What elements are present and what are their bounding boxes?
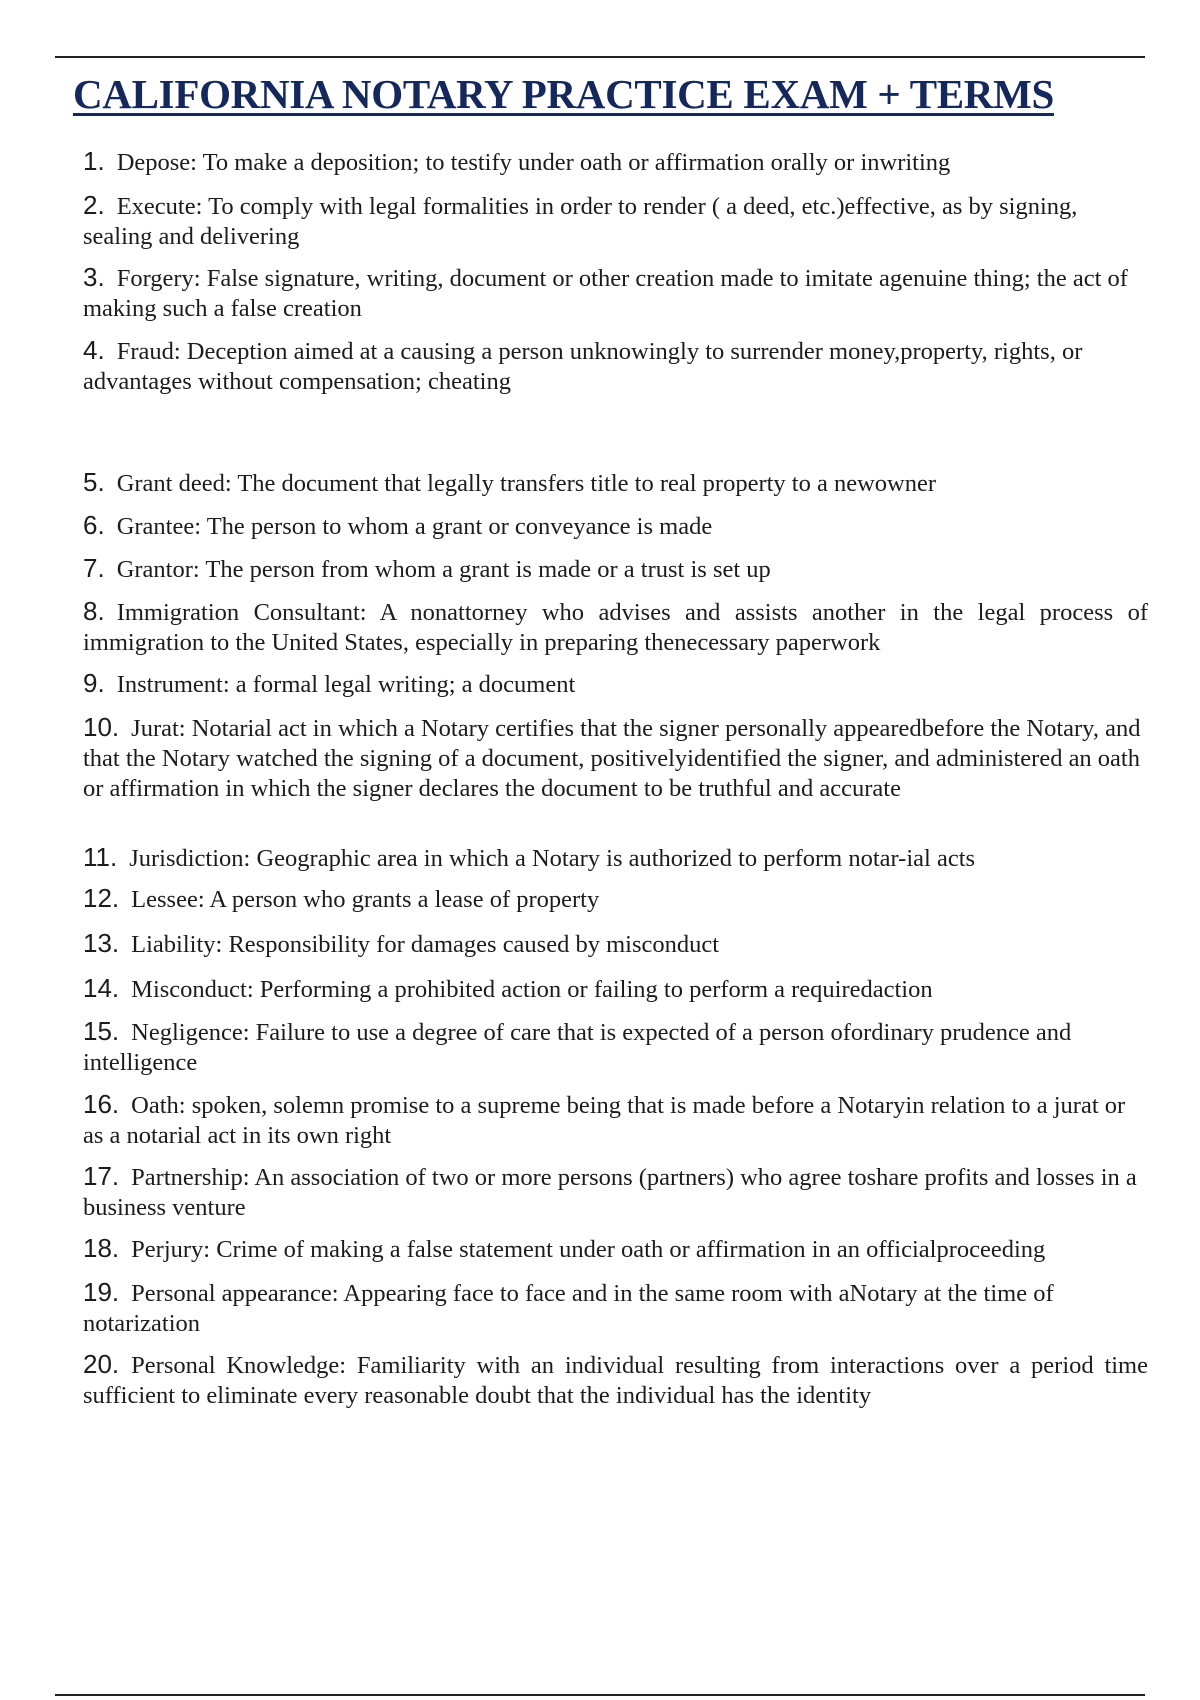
term-number: 14. (83, 973, 120, 1003)
term-definition: Grantee: The person to whom a grant or conveyance is made (116, 513, 713, 540)
term-item (83, 190, 1148, 252)
term-definition: Execute: To comply with legal formalities in order to render ( a deed, etc.)effective, as by signing, sealing and delivering (83, 193, 1078, 250)
term-number: 19. (83, 1277, 120, 1307)
bottom-rule (55, 1694, 1145, 1696)
term-number: 15. (83, 1016, 120, 1046)
term-definition: Grant deed: The document that legally transfers title to real property to a newowner (116, 470, 937, 497)
term-definition: Liability: Responsibility for damages caused by misconduct (131, 931, 720, 958)
term-number: 4. (83, 335, 105, 365)
term-definition: Oath: spoken, solemn promise to a supreme being that is made before a Notaryin relation to a jurat or as a notarial act in its own right (83, 1092, 1126, 1149)
term-definition: Personal appearance: Appearing face to face and in the same room with aNotary at the time of notarization (83, 1280, 1054, 1337)
term-item (83, 467, 1148, 499)
term-item (83, 928, 1148, 960)
term-item (83, 510, 1148, 542)
term-item (83, 146, 1148, 178)
term-definition: Grantor: The person from whom a grant is made or a trust is set up (116, 556, 771, 583)
term-item (83, 1233, 1148, 1265)
term-definition: Perjury: Crime of making a false statement under oath or affirmation in an officialproceeding (131, 1236, 1046, 1263)
term-item (83, 596, 1148, 658)
term-item (83, 1016, 1148, 1078)
term-item (83, 973, 1148, 1005)
term-definition: Jurisdiction: Geographic area in which a Notary is authorized to perform notar-ial acts (129, 845, 976, 872)
term-number: 8. (83, 596, 105, 626)
term-number: 17. (83, 1161, 120, 1191)
term-definition: Forgery: False signature, writing, document or other creation made to imitate agenuine thing; the act of making such a false creation (83, 265, 1128, 322)
term-item (83, 1349, 1148, 1411)
term-number: 7. (83, 553, 105, 583)
term-number: 12. (83, 883, 120, 913)
term-item (83, 1277, 1148, 1339)
term-item (83, 883, 1148, 915)
term-definition: Fraud: Deception aimed at a causing a person unknowingly to surrender money,property, rights, or advantages without compensation; cheating (83, 338, 1083, 395)
term-definition: Negligence: Failure to use a degree of care that is expected of a person ofordinary prudence and intelligence (83, 1019, 1072, 1076)
term-number: 10. (83, 712, 120, 742)
term-item (83, 262, 1148, 324)
term-number: 6. (83, 510, 105, 540)
term-definition: Jurat: Notarial act in which a Notary certifies that the signer personally appearedbefore the Notary, and that the Notary watched the signing of a document, positivelyidentified the signer, and administered an oath or affirmation in which the signer declares the document to be truthful and accurate (83, 715, 1141, 802)
term-number: 18. (83, 1233, 120, 1263)
term-number: 5. (83, 467, 105, 497)
term-number: 20. (83, 1349, 120, 1379)
term-number: 13. (83, 928, 120, 958)
term-item (83, 842, 1148, 874)
term-definition: Partnership: An association of two or more persons (partners) who agree toshare profits and losses in a business venture (83, 1164, 1137, 1221)
term-number: 11. (83, 842, 118, 872)
term-item (83, 553, 1148, 585)
page-title: CALIFORNIA NOTARY PRACTICE EXAM + TERMS (73, 71, 1055, 117)
term-number: 3. (83, 262, 105, 292)
term-item (83, 712, 1148, 804)
term-item (83, 335, 1148, 397)
term-item (83, 1161, 1148, 1223)
top-rule (55, 56, 1145, 58)
term-number: 2. (83, 190, 105, 220)
term-definition: Depose: To make a deposition; to testify under oath or affirmation orally or inwriting (116, 149, 951, 176)
term-item (83, 668, 1148, 700)
term-item (83, 1089, 1148, 1151)
term-definition: Misconduct: Performing a prohibited action or failing to perform a requiredaction (131, 976, 933, 1003)
term-number: 9. (83, 668, 105, 698)
term-definition: Lessee: A person who grants a lease of property (131, 886, 600, 913)
term-definition: Personal Knowledge: Familiarity with an individual resulting from interactions over a period time sufficient to eliminate every reasonable doubt that the individual has the identity (83, 1352, 1148, 1409)
term-definition: Immigration Consultant: A nonattorney who advises and assists another in the legal process of immigration to the United States, especially in preparing thenecessary paperwork (83, 599, 1148, 656)
term-number: 1. (83, 146, 105, 176)
term-definition: Instrument: a formal legal writing; a document (116, 671, 576, 698)
term-number: 16. (83, 1089, 120, 1119)
